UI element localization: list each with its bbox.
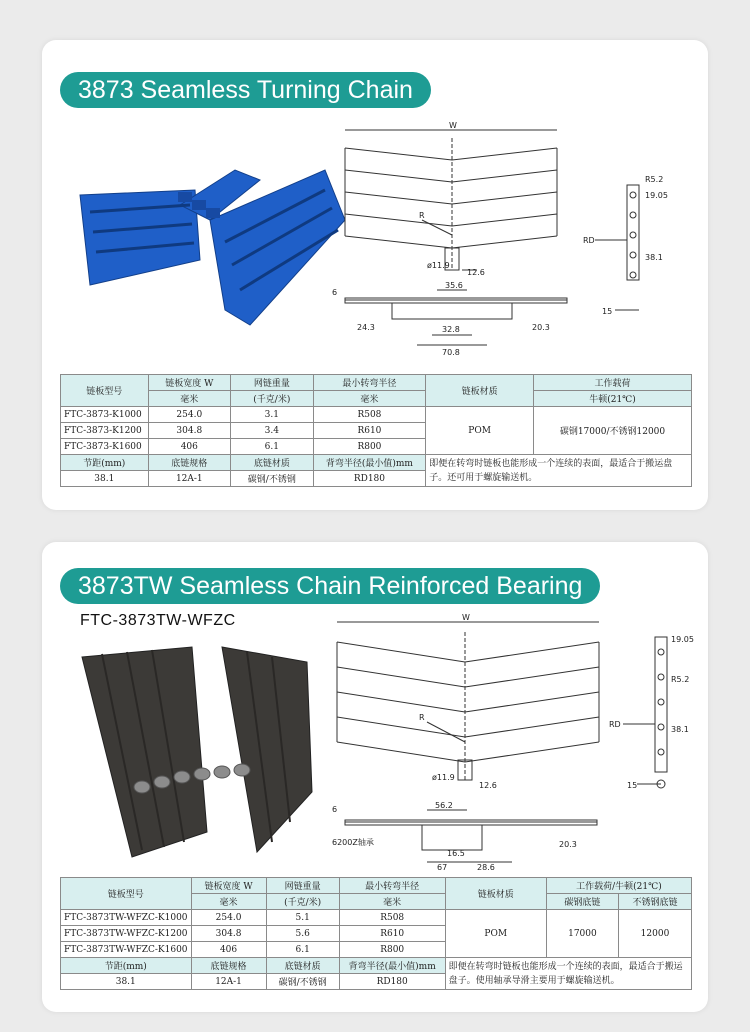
table-cell: R800 — [339, 942, 445, 958]
table-cell: 背弯半径(最小值)mm — [313, 455, 426, 471]
dim-r5-2: R5.2 — [645, 175, 664, 184]
section-title: 3873TW Seamless Chain Reinforced Bearing — [60, 568, 600, 604]
table-cell: 碳钢/不锈钢 — [231, 471, 314, 487]
dim-35-6: 35.6 — [445, 281, 463, 290]
table-row — [61, 407, 692, 423]
dim-r: R — [419, 713, 425, 722]
dim-32-8: 32.8 — [442, 325, 460, 334]
col-weight: 网链重量 — [231, 375, 314, 391]
table-cell: 12000 — [619, 910, 692, 958]
dim-6: 6 — [332, 805, 338, 814]
table-cell: FTC-3873-K1600 — [61, 439, 149, 455]
table-cell: 底链材质 — [231, 455, 314, 471]
dim-38-1: 38.1 — [645, 253, 663, 262]
col-material: 链板材质 — [445, 878, 546, 910]
table-cell: RD180 — [313, 471, 426, 487]
table-cell: 底链规格 — [191, 958, 266, 974]
table-cell: 12A-1 — [148, 471, 231, 487]
table-cell: 406 — [191, 942, 266, 958]
dim-16-5: 16.5 — [447, 849, 465, 858]
col-load: 工作载荷/牛顿(21℃) — [546, 878, 691, 894]
dim-19-05: 19.05 — [645, 191, 668, 200]
dim-11-9: ø11.9 — [432, 773, 455, 782]
dim-6: 6 — [332, 288, 338, 297]
dark-chain-product-image — [72, 642, 342, 867]
table-cell: 毫米 — [191, 894, 266, 910]
table-cell: 6.1 — [231, 439, 314, 455]
table-cell: 5.6 — [266, 926, 339, 942]
dim-w: W — [449, 121, 457, 130]
dim-rd: RD — [583, 236, 595, 245]
table-cell: 3.1 — [231, 407, 314, 423]
dim-r: R — [419, 211, 425, 220]
table-cell: RD180 — [339, 974, 445, 990]
note-text: 即便在转弯时链板也能形成一个连续的表面，最适合于搬运盘子。使用轴承导滑主要用于螺旋输送机。 — [445, 958, 691, 990]
dim-r5-2: R5.2 — [671, 675, 690, 684]
spec-table — [60, 877, 692, 990]
dim-28-6: 28.6 — [477, 863, 495, 872]
table-cell: 背弯半径(最小值)mm — [339, 958, 445, 974]
col-radius: 最小转弯半径 — [339, 878, 445, 894]
technical-drawing-3873 — [327, 120, 697, 370]
table-cell: 底链规格 — [148, 455, 231, 471]
col-radius-unit: 毫米 — [313, 391, 426, 407]
col-width: 链板宽度 W — [191, 878, 266, 894]
col-model: 链板型号 — [61, 878, 192, 910]
dim-38-1: 38.1 — [671, 725, 689, 734]
table-cell: 304.8 — [191, 926, 266, 942]
section-title: 3873 Seamless Turning Chain — [60, 72, 431, 108]
table-cell: 406 — [148, 439, 231, 455]
col-weight-unit: (千克/米) — [231, 391, 314, 407]
table-cell: 3.4 — [231, 423, 314, 439]
dim-rd: RD — [609, 720, 621, 729]
table-cell: 12A-1 — [191, 974, 266, 990]
dim-19-05: 19.05 — [671, 635, 694, 644]
table-cell: 不锈钢底链 — [619, 894, 692, 910]
table-cell: 节距(mm) — [61, 455, 149, 471]
dim-15: 15 — [602, 307, 613, 316]
dim-15: 15 — [627, 781, 638, 790]
dim-12-6: 12.6 — [467, 268, 485, 277]
dim-11-9: ø11.9 — [427, 261, 450, 270]
dim-w: W — [462, 613, 470, 622]
table-cell: R800 — [313, 439, 426, 455]
technical-drawing-3873tw — [327, 612, 697, 872]
table-cell: R610 — [339, 926, 445, 942]
table-cell: 254.0 — [191, 910, 266, 926]
col-weight: 网链重量 — [266, 878, 339, 894]
table-cell: R610 — [313, 423, 426, 439]
table-cell: 碳钢/不锈钢 — [266, 974, 339, 990]
table-cell: 碳钢底链 — [546, 894, 618, 910]
table-cell: (千克/米) — [266, 894, 339, 910]
col-width: 链板宽度 W — [148, 375, 231, 391]
note-text: 即便在转弯时链板也能形成一个连续的表面，最适合于搬运盘子。还可用于螺旋输送机。 — [426, 455, 692, 487]
table-cell: FTC-3873-K1200 — [61, 423, 149, 439]
dim-56-2: 56.2 — [435, 801, 453, 810]
dim-24-3: 24.3 — [357, 323, 375, 332]
col-model: 链板型号 — [61, 375, 149, 407]
material-cell: POM — [426, 407, 534, 455]
col-radius: 最小转弯半径 — [313, 375, 426, 391]
col-material: 链板材质 — [426, 375, 534, 407]
table-cell: 节距(mm) — [61, 958, 192, 974]
dim-70-8: 70.8 — [442, 348, 460, 357]
product-card-3873tw — [42, 542, 708, 1012]
table-cell: 38.1 — [61, 471, 149, 487]
product-card-3873 — [42, 40, 708, 510]
col-width-unit: 毫米 — [148, 391, 231, 407]
spec-table — [60, 374, 692, 487]
dim-20-3: 20.3 — [532, 323, 550, 332]
blue-chain-product-image — [60, 150, 350, 350]
model-code: FTC-3873TW-WFZC — [80, 612, 236, 629]
table-cell: 304.8 — [148, 423, 231, 439]
table-cell: 6.1 — [266, 942, 339, 958]
bearing-label: 6200Z轴承 — [332, 838, 374, 847]
table-cell: 毫米 — [339, 894, 445, 910]
table-cell: FTC-3873TW-WFZC-K1000 — [61, 910, 192, 926]
dim-12-6: 12.6 — [479, 781, 497, 790]
table-cell: 254.0 — [148, 407, 231, 423]
col-load: 工作载荷 — [533, 375, 691, 391]
table-cell: POM — [445, 910, 546, 958]
table-cell: FTC-3873TW-WFZC-K1200 — [61, 926, 192, 942]
table-cell: R508 — [339, 910, 445, 926]
table-cell: FTC-3873TW-WFZC-K1600 — [61, 942, 192, 958]
dim-20-3: 20.3 — [559, 840, 577, 849]
table-cell: 38.1 — [61, 974, 192, 990]
dim-67: 67 — [437, 863, 448, 872]
table-cell: 5.1 — [266, 910, 339, 926]
load-cell: 碳钢17000/不锈钢12000 — [533, 407, 691, 455]
table-row — [61, 910, 692, 926]
table-cell: R508 — [313, 407, 426, 423]
table-cell: FTC-3873-K1000 — [61, 407, 149, 423]
col-load-unit: 牛顿(21℃) — [533, 391, 691, 407]
table-cell: 底链材质 — [266, 958, 339, 974]
table-cell: 17000 — [546, 910, 618, 958]
